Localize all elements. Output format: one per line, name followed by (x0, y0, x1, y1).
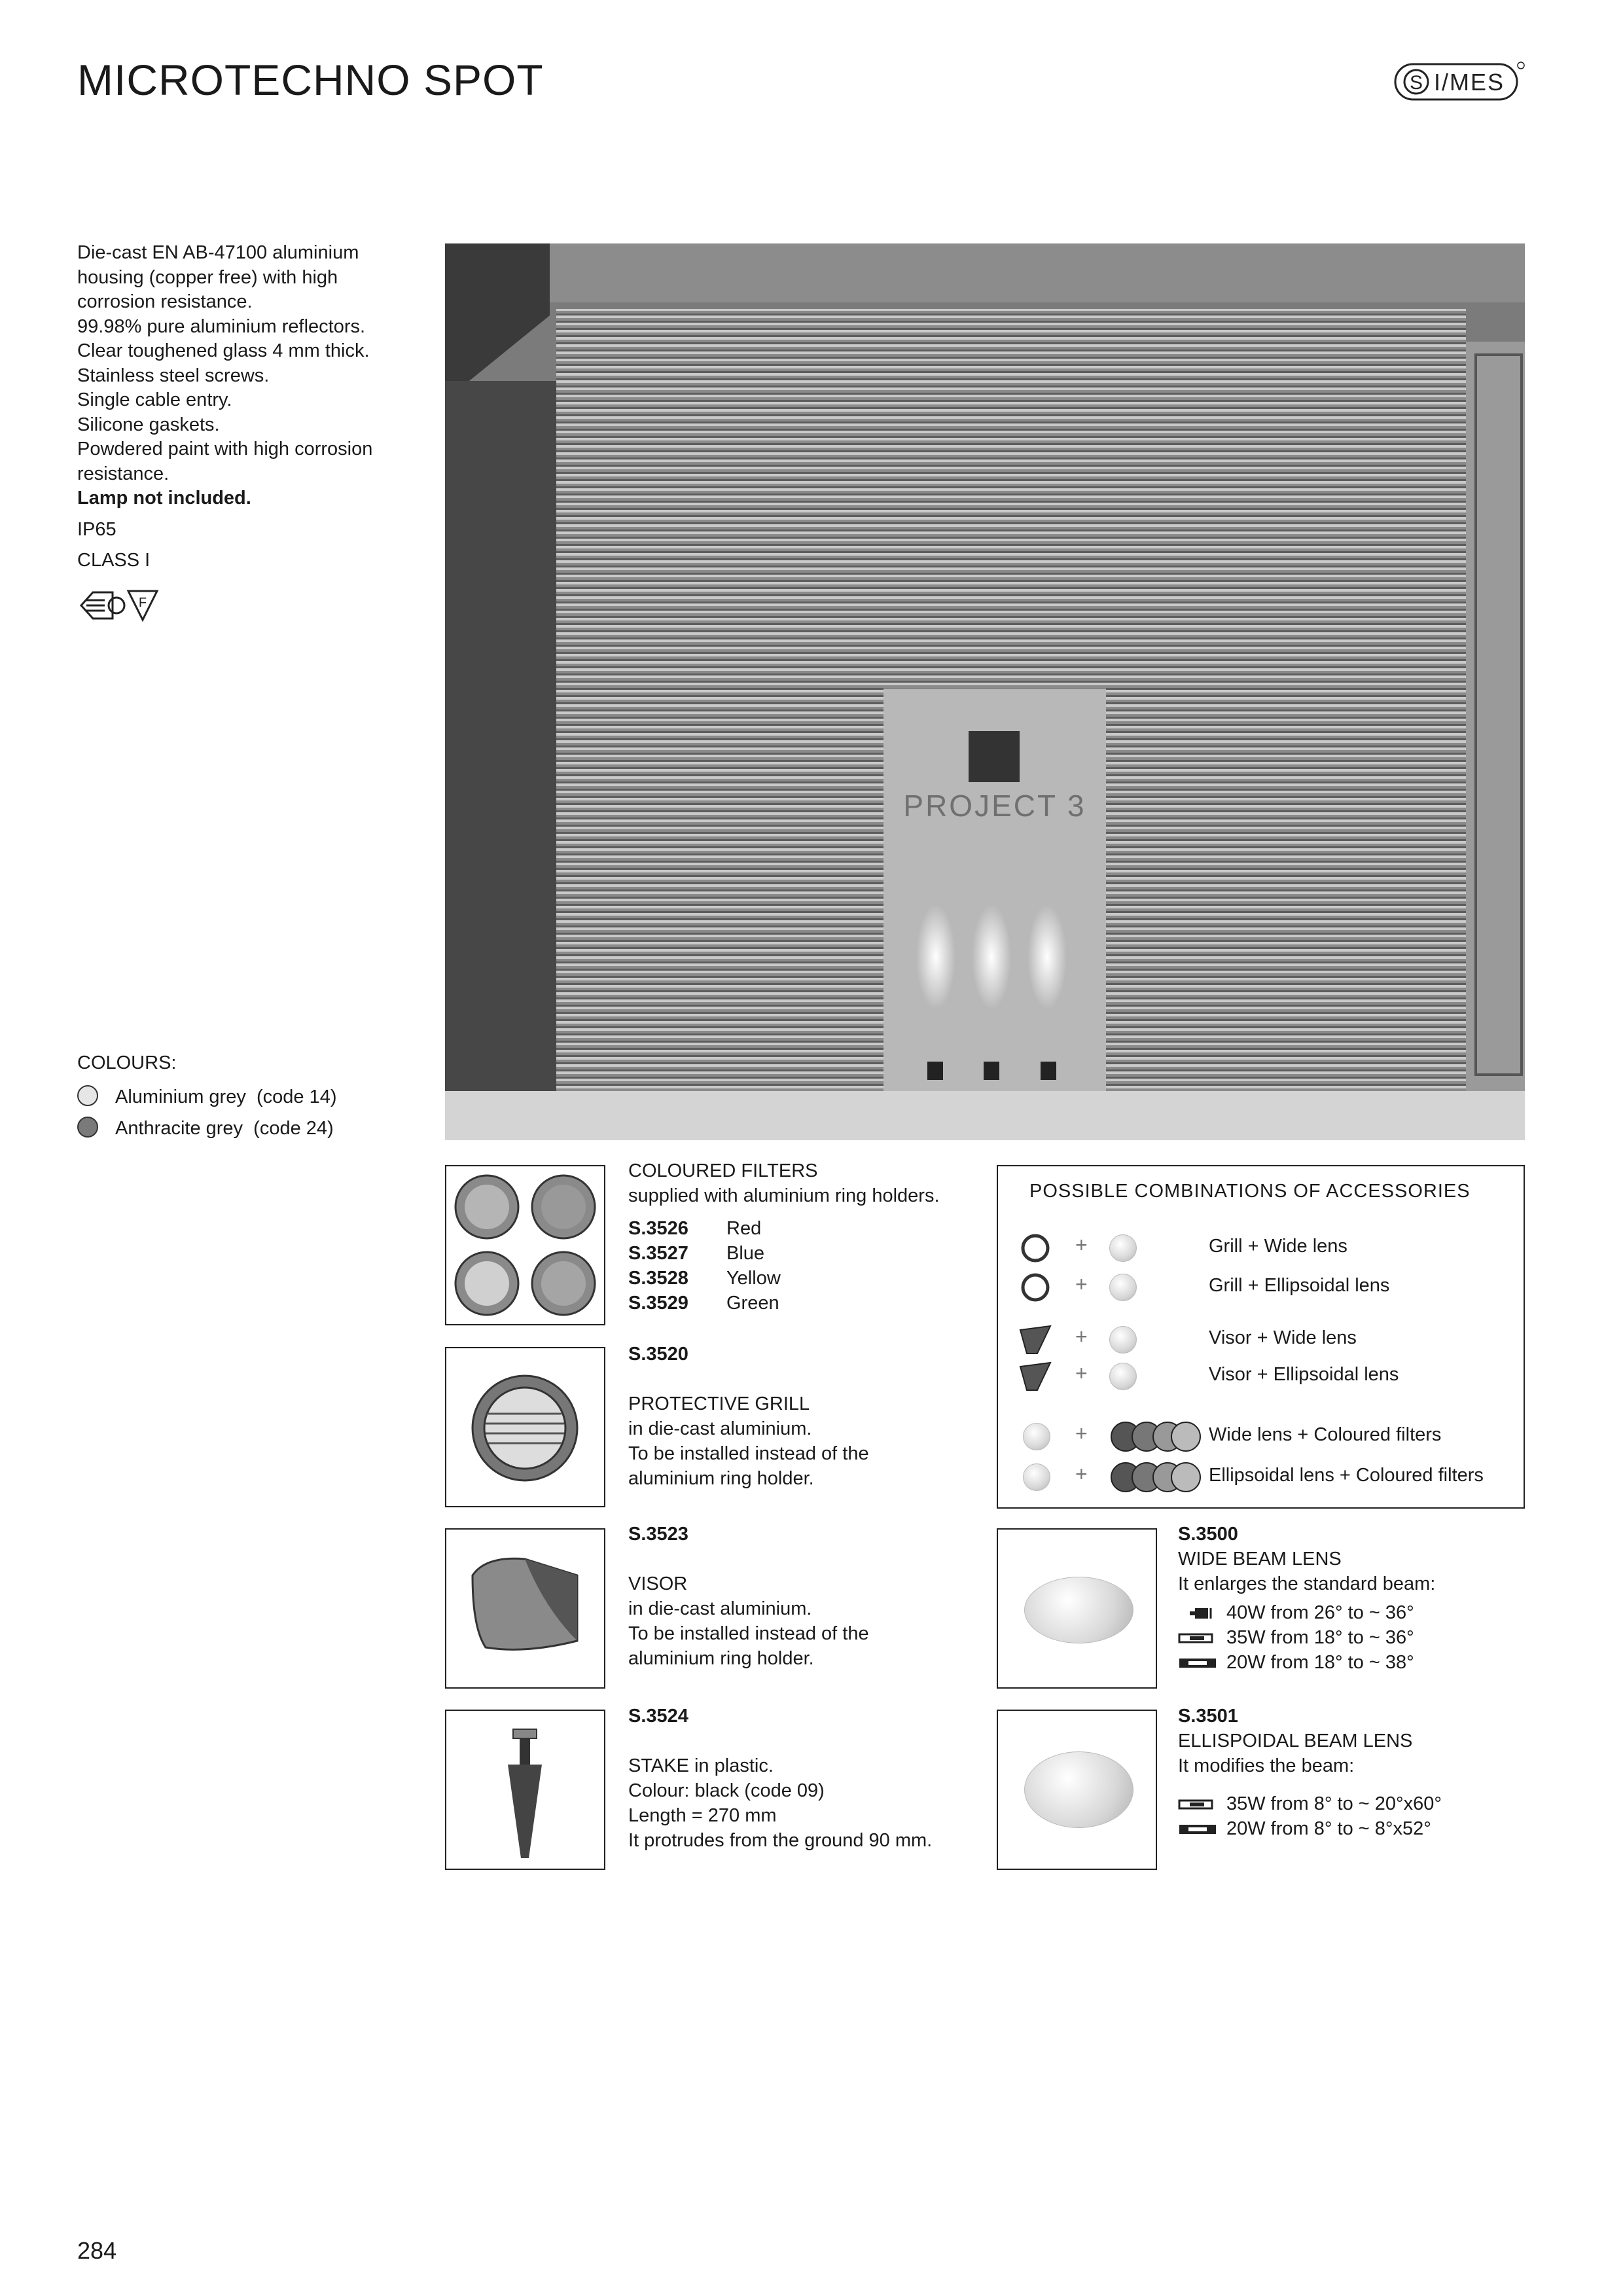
visor-icon (446, 1530, 604, 1687)
wide-lens-code: S.3500 (1178, 1524, 1238, 1545)
grill-code: S.3520 (628, 1344, 688, 1365)
filters-subtitle: supplied with aluminium ring holders. (628, 1185, 940, 1206)
certification-marks-icon (79, 586, 170, 625)
filters-image-box (445, 1165, 605, 1325)
combination-row: + Grill + Wide lens (998, 1232, 1526, 1263)
class-rating: CLASS I (77, 550, 151, 571)
filters-title: COLOURED FILTERS (628, 1160, 818, 1181)
coloured-filters-icon (1106, 1420, 1204, 1453)
combination-row: + Visor + Wide lens (998, 1323, 1526, 1355)
visor-code: S.3523 (628, 1524, 688, 1545)
wide-lens-icon (1109, 1234, 1137, 1262)
spec-line: Clear toughened glass 4 mm thick. (77, 340, 370, 361)
metal-halide-lamp-icon (1178, 1657, 1217, 1670)
beam-row: 35W from 18° to ~ 36° (1178, 1625, 1435, 1650)
stake-code: S.3524 (628, 1706, 688, 1727)
spec-line: Silicone gaskets. (77, 414, 220, 435)
filter-item: S.3526 Red (628, 1218, 762, 1239)
coloured-filters-icon (446, 1166, 604, 1324)
simes-logo (1394, 60, 1525, 103)
page-title: MICROTECHNO SPOT (77, 56, 544, 104)
ellipsoidal-lens-icon (1023, 1463, 1050, 1491)
ellipsoidal-lens-title: ELLISPOIDAL BEAM LENS (1178, 1731, 1413, 1751)
visor-text: S.3523 VISOR in die-cast aluminium. To be installed instead of the aluminium ring holder. (628, 1522, 869, 1671)
par-lamp-icon (1178, 1607, 1217, 1620)
filter-item: S.3527 Blue (628, 1243, 765, 1264)
spec-line: Stainless steel screws. (77, 365, 270, 386)
filter-item: S.3529 Green (628, 1293, 779, 1314)
stake-icon (446, 1711, 604, 1869)
filters-text (628, 1158, 940, 1316)
spec-line: housing (copper free) with high (77, 266, 338, 288)
stake-text: S.3524 STAKE in plastic. Colour: black (code 09) Length = 270 mm It protrudes from the ground 90 mm. (628, 1704, 932, 1853)
beam-row: 40W from 26° to ~ 36° (1178, 1600, 1435, 1625)
colour-swatch-aluminium (77, 1085, 98, 1106)
visor-icon (1018, 1360, 1053, 1393)
halogen-lamp-icon (1178, 1632, 1217, 1645)
ellipsoidal-lens-icon (1109, 1274, 1137, 1301)
ellipsoidal-lens-text: S.3501 ELLISPOIDAL BEAM LENS It modifies the beam: 35W from 8° to ~ 20°x60° 20W from 8° to ~ 8°x52° (1178, 1704, 1442, 1841)
stake-image-box (445, 1710, 605, 1870)
combination-row: + Ellipsoidal lens + Coloured filters (998, 1461, 1526, 1492)
spec-description (77, 241, 418, 573)
svg-text:S: S (1409, 72, 1423, 94)
visor-title: VISOR (628, 1573, 688, 1594)
ellipsoidal-lens-icon (1109, 1363, 1137, 1390)
svg-text:F: F (138, 596, 147, 610)
ellipsoidal-lens-image-box (997, 1710, 1157, 1870)
halogen-lamp-icon (1178, 1798, 1217, 1811)
combinations-heading: POSSIBLE COMBINATIONS OF ACCESSORIES (1029, 1181, 1471, 1202)
beam-row: 35W from 8° to ~ 20°x60° (1178, 1791, 1442, 1816)
project-sign-text: PROJECT 3 (903, 789, 1086, 823)
lamp-note: Lamp not included. (77, 488, 251, 509)
combination-row: + Wide lens + Coloured filters (998, 1420, 1526, 1452)
spec-line: corrosion resistance. (77, 291, 253, 312)
spec-line: 99.98% pure aluminium reflectors. (77, 315, 366, 337)
svg-text:I/MES: I/MES (1433, 69, 1505, 96)
combination-row: + Visor + Ellipsoidal lens (998, 1360, 1526, 1391)
ip-rating: IP65 (77, 518, 116, 540)
grill-image-box (445, 1347, 605, 1507)
wide-lens-icon (1024, 1577, 1133, 1643)
protective-grill-icon (446, 1348, 604, 1506)
spec-line: Single cable entry. (77, 389, 232, 410)
ellipsoidal-lens-code: S.3501 (1178, 1706, 1238, 1727)
wide-lens-image-box (997, 1528, 1157, 1689)
wide-lens-icon (1023, 1423, 1050, 1450)
spec-line: resistance. (77, 463, 169, 484)
metal-halide-lamp-icon (1178, 1823, 1217, 1836)
grill-icon (1019, 1233, 1052, 1263)
colour-option: Aluminium grey (code 14) (77, 1081, 336, 1113)
page-number: 284 (77, 2237, 117, 2264)
beam-row: 20W from 8° to ~ 8°x52° (1178, 1816, 1442, 1841)
beam-row: 20W from 18° to ~ 38° (1178, 1650, 1435, 1675)
ellipsoidal-lens-icon (1024, 1751, 1133, 1828)
grill-title: PROTECTIVE GRILL (628, 1393, 810, 1414)
grill-icon (1019, 1272, 1052, 1302)
grill-text: S.3520 PROTECTIVE GRILL in die-cast aluminium. To be installed instead of the aluminium ring holder. (628, 1342, 869, 1491)
colour-swatch-anthracite (77, 1117, 98, 1138)
visor-icon (1018, 1323, 1053, 1356)
wide-lens-icon (1109, 1326, 1137, 1354)
colours-section (77, 1047, 336, 1144)
filter-item: S.3528 Yellow (628, 1268, 781, 1289)
spec-line: Die-cast EN AB-47100 aluminium (77, 242, 359, 263)
accessory-combinations-panel (997, 1165, 1525, 1509)
installation-photo (445, 243, 1525, 1140)
combination-row: + Grill + Ellipsoidal lens (998, 1271, 1526, 1302)
colours-heading: COLOURS: (77, 1052, 177, 1073)
visor-image-box (445, 1528, 605, 1689)
coloured-filters-icon (1106, 1461, 1204, 1494)
wide-lens-text: S.3500 WIDE BEAM LENS It enlarges the standard beam: 40W from 26° to ~ 36° 35W from 18° to ~ 36° 20W from 18° to ~ 38° (1178, 1522, 1435, 1675)
colour-option: Anthracite grey (code 24) (77, 1113, 336, 1144)
wide-lens-title: WIDE BEAM LENS (1178, 1549, 1342, 1570)
spec-line: Powdered paint with high corrosion (77, 439, 373, 459)
